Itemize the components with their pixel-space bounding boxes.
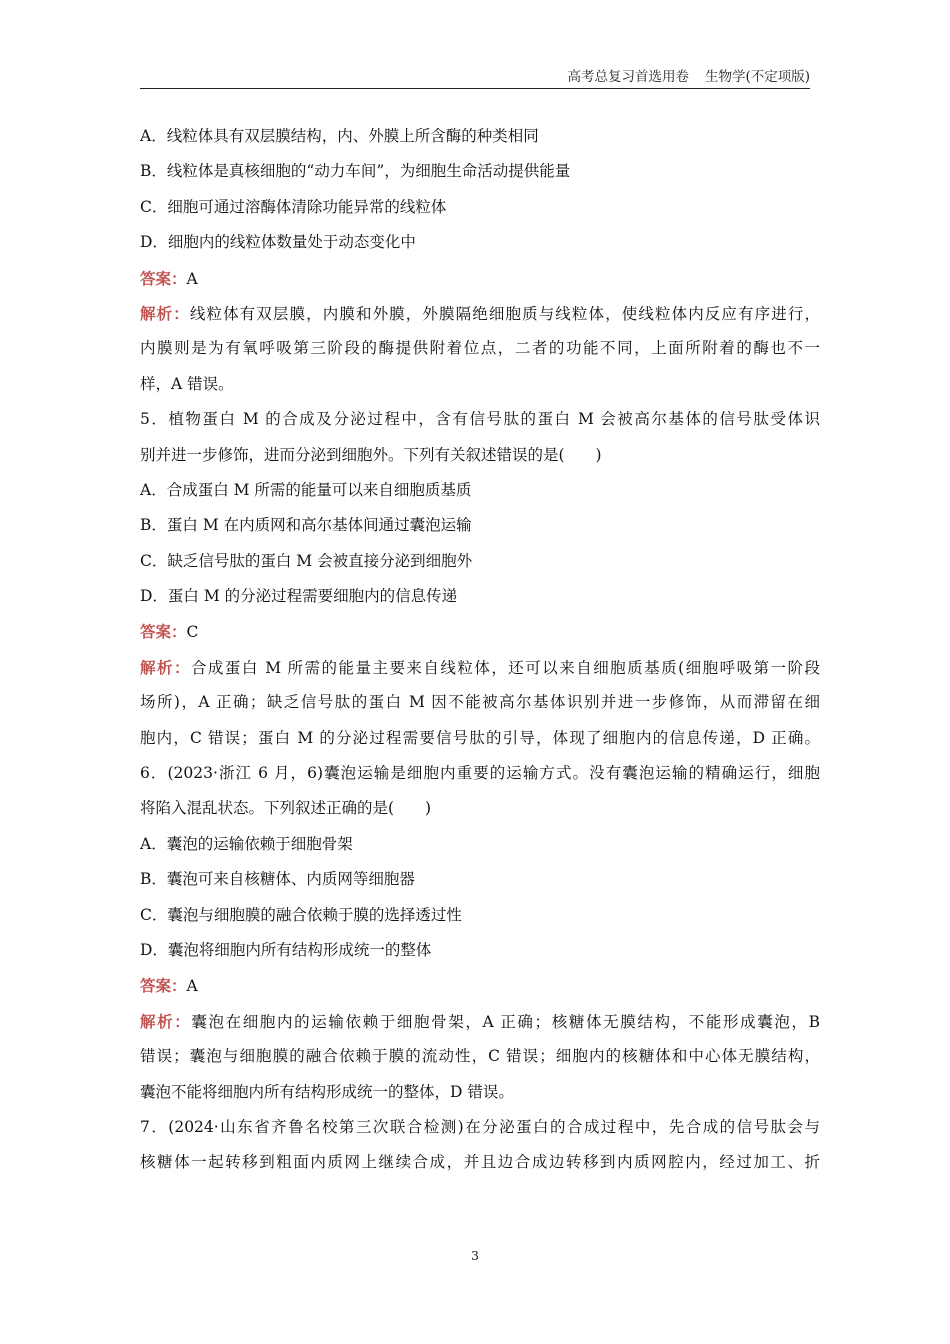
analysis-label: 解析： [140,1011,192,1031]
analysis-line: 内膜则是为有氧呼吸第三阶段的酶提供附着位点，二者的功能不同，上面所附着的酶也不一 [140,339,820,358]
header-title: 高考总复习首选用卷 [567,69,689,85]
option-d: D．细胞内的线粒体数量处于动态变化中 [140,233,416,252]
answer-label: 答案： [140,976,187,996]
header-subject: 生物学(不定项版) [704,69,810,85]
question-5-stem: 别并进一步修饰，进而分泌到细胞外。下列有关叙述错误的是( ) [140,445,602,464]
answer-value: C [186,623,199,642]
option-b: B．蛋白 M 在内质网和高尔基体间通过囊泡运输 [140,516,472,535]
option-a: A．合成蛋白 M 所需的能量可以来自细胞质基质 [140,480,472,499]
question-7-stem: 核糖体一起转移到粗面内质网上继续合成，并且边合成边转移到内质网腔内，经过加工、折 [140,1153,820,1172]
answer-line [140,614,820,649]
answer-line [140,968,820,1003]
answer-label: 答案： [140,622,187,642]
option-b: B．囊泡可来自核糖体、内质网等细胞器 [140,870,415,889]
analysis-line: 囊泡不能将细胞内所有结构形成统一的整体，D 错误。 [140,1082,514,1101]
analysis-line: 错误；囊泡与细胞膜的融合依赖于膜的流动性，C 错误；细胞内的核糖体和中心体无膜结构， [140,1047,820,1066]
option-c: C．细胞可通过溶酶体清除功能异常的线粒体 [140,197,447,216]
option-b: B．线粒体是真核细胞的“动力车间”，为细胞生命活动提供能量 [140,162,571,181]
option-d: D．蛋白 M 的分泌过程需要细胞内的信息传递 [140,587,458,606]
analysis-line: 样，A 错误。 [140,374,234,393]
option-a: A．囊泡的运输依赖于细胞骨架 [140,834,353,853]
question-6-stem: 将陷入混乱状态。下列叙述正确的是( ) [140,799,432,818]
option-c: C．缺乏信号肽的蛋白 M 会被直接分泌到细胞外 [140,551,473,570]
option-c: C．囊泡与细胞膜的融合依赖于膜的选择透过性 [140,905,462,924]
analysis-text: 合成蛋白 M 所需的能量主要来自线粒体，还可以来自细胞质基质(细胞呼吸第一阶段 [190,658,820,677]
analysis-label: 解析： [140,657,191,677]
question-5-stem: 5．植物蛋白 M 的合成及分泌过程中，含有信号肽的蛋白 M 会被高尔基体的信号肽受体识 [140,410,820,429]
answer-value: A [186,269,198,288]
running-header [140,66,810,89]
answer-line [140,261,820,296]
question-6-stem: 6．(2023·浙江 6 月，6)囊泡运输是细胞内重要的运输方式。没有囊泡运输的精确运行，细胞 [140,764,820,783]
analysis-text: 线粒体有双层膜，内膜和外膜，外膜隔绝细胞质与线粒体，使线粒体内反应有序进行， [189,304,820,323]
answer-label: 答案： [140,268,187,288]
option-a: A．线粒体具有双层膜结构，内、外膜上所含酶的种类相同 [140,127,539,145]
page-number: 3 [471,1248,479,1263]
option-d: D．囊泡将细胞内所有结构形成统一的整体 [140,940,432,959]
analysis-line [140,296,820,331]
analysis-line: 场所)，A 正确；缺乏信号肽的蛋白 M 因不能被高尔基体识别并进一步修饰，从而滞留在细 [140,693,820,712]
analysis-line [140,1004,820,1039]
analysis-label: 解析： [140,303,190,323]
answer-value: A [186,977,198,996]
analysis-line [140,650,820,685]
question-7-stem: 7．(2024·山东省齐鲁名校第三次联合检测)在分泌蛋白的合成过程中，先合成的信号肽会与 [140,1117,820,1136]
document-body [140,119,820,1181]
analysis-line: 胞内，C 错误；蛋白 M 的分泌过程需要信号肽的引导，体现了细胞内的信息传递，D 正确。 [140,728,820,747]
analysis-text: 囊泡在细胞内的运输依赖于细胞骨架，A 正确；核糖体无膜结构，不能形成囊泡，B [191,1012,820,1031]
